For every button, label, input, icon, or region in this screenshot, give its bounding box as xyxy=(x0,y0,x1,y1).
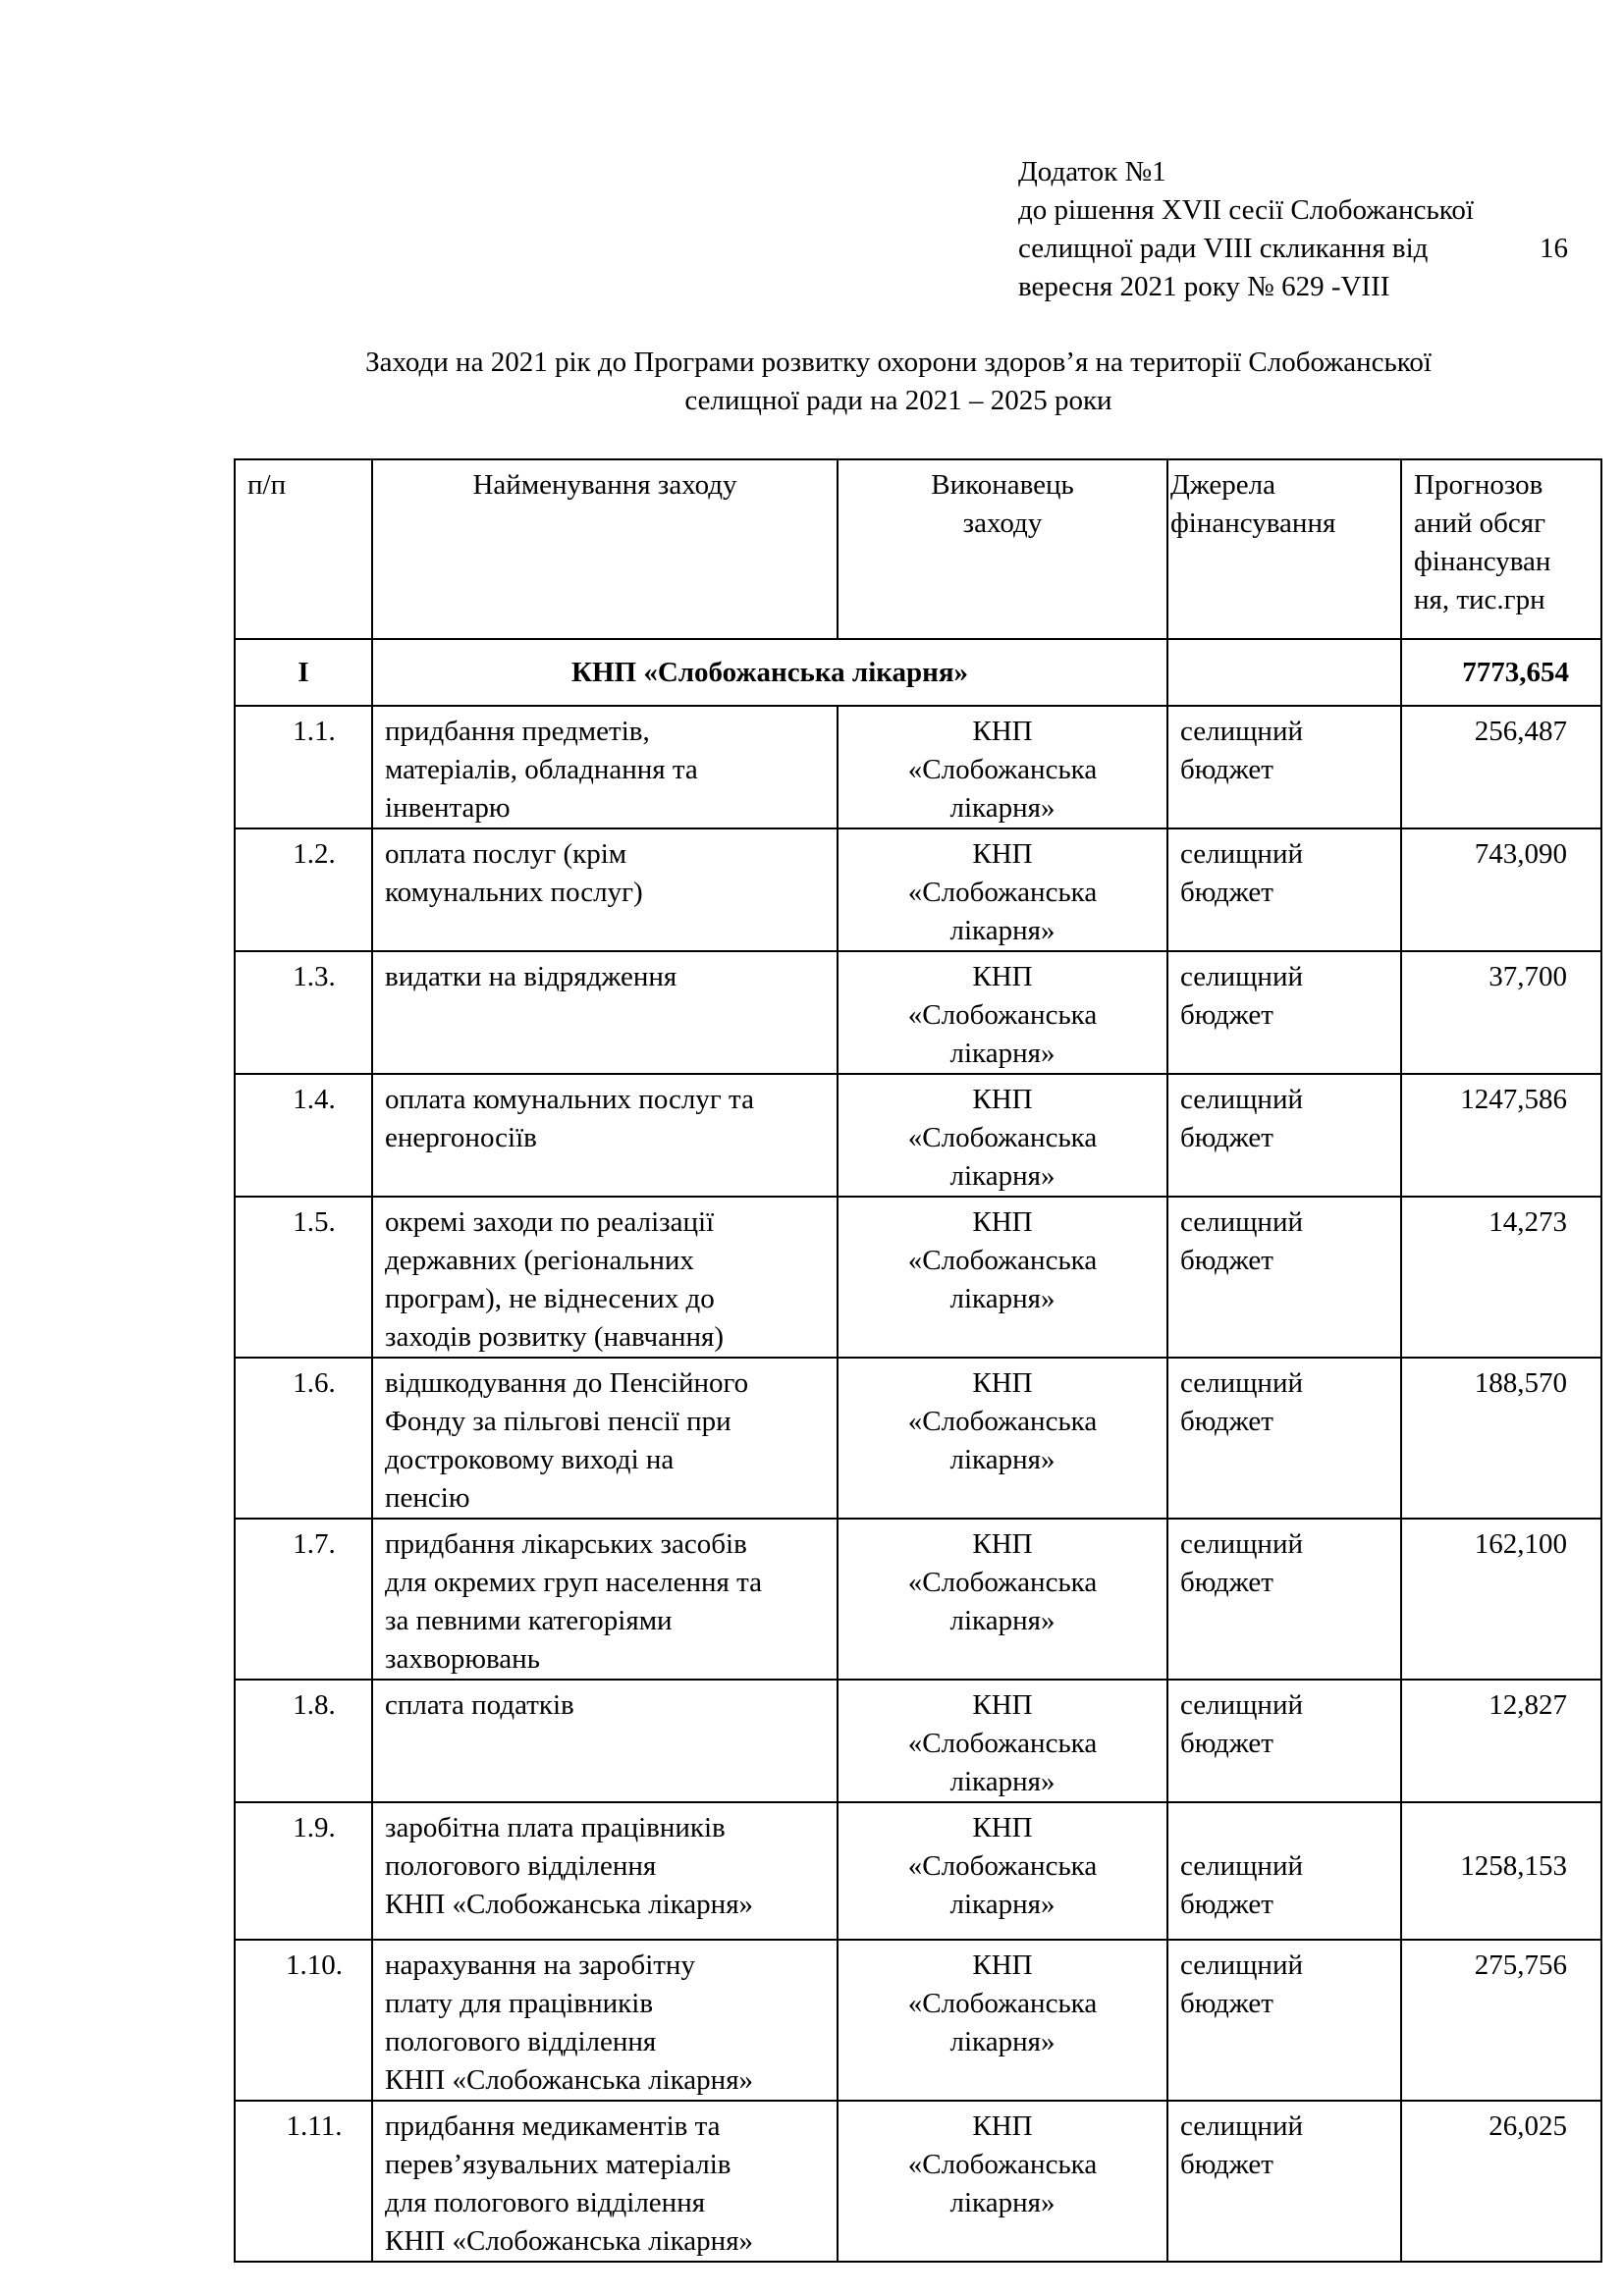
funding-source: селищний бюджет xyxy=(1167,2101,1401,2262)
funding-source: селищний бюджет xyxy=(1167,1940,1401,2101)
table-row xyxy=(235,1519,1601,1680)
forecast-amount: 26,025 xyxy=(1401,2101,1601,2262)
table-header-row xyxy=(235,459,1601,639)
row-number: 1.5. xyxy=(235,1197,372,1358)
forecast-amount: 188,570 xyxy=(1401,1358,1601,1519)
measure-name: заробітна плата працівників пологового відділення КНП «Слобожанська лікарня» xyxy=(372,1802,838,1940)
table-row xyxy=(235,2101,1601,2262)
section-title: КНП «Слобожанська лікарня» xyxy=(372,639,1167,706)
funding-source: селищний бюджет xyxy=(1167,1074,1401,1197)
table-row xyxy=(235,951,1601,1074)
funding-source: селищний бюджет xyxy=(1167,1802,1401,1940)
header-number: п/п xyxy=(235,459,372,639)
header-executor: Виконавець заходу xyxy=(838,459,1167,639)
forecast-amount: 12,827 xyxy=(1401,1680,1601,1802)
table-row xyxy=(235,1940,1601,2101)
funding-source: селищний бюджет xyxy=(1167,1519,1401,1680)
table-row xyxy=(235,1802,1601,1940)
forecast-amount: 37,700 xyxy=(1401,951,1601,1074)
forecast-amount: 743,090 xyxy=(1401,828,1601,951)
appendix-day: 16 xyxy=(1540,233,1568,264)
executor: КНП «Слобожанська лікарня» xyxy=(838,828,1167,951)
appendix-council-line xyxy=(1018,230,1568,268)
section-row xyxy=(235,639,1601,706)
executor: КНП «Слобожанська лікарня» xyxy=(838,1940,1167,2101)
row-number: 1.8. xyxy=(235,1680,372,1802)
measure-name: придбання предметів, матеріалів, обладнання та інвентарю xyxy=(372,706,838,828)
row-number: 1.9. xyxy=(235,1802,372,1940)
measure-name: придбання медикаментів та перев’язувальних матеріалів для пологового відділення КНП «Слобожанська лікарня» xyxy=(372,2101,838,2262)
header-forecast-amount: Прогнозов аний обсяг фінансуван ня, тис.грн xyxy=(1401,459,1601,639)
funding-source: селищний бюджет xyxy=(1167,828,1401,951)
forecast-amount: 275,756 xyxy=(1401,1940,1601,2101)
section-number: I xyxy=(235,639,372,706)
funding-source: селищний бюджет xyxy=(1167,1680,1401,1802)
funding-source: селищний бюджет xyxy=(1167,1197,1401,1358)
executor: КНП «Слобожанська лікарня» xyxy=(838,1680,1167,1802)
row-number: 1.7. xyxy=(235,1519,372,1680)
executor: КНП «Слобожанська лікарня» xyxy=(838,951,1167,1074)
funding-source: селищний бюджет xyxy=(1167,1358,1401,1519)
header-funding-source: Джерела фінансування xyxy=(1167,459,1401,639)
row-number: 1.10. xyxy=(235,1940,372,2101)
forecast-amount: 256,487 xyxy=(1401,706,1601,828)
appendix-number: Додаток №1 xyxy=(1018,156,1166,187)
row-number: 1.11. xyxy=(235,2101,372,2262)
table-row xyxy=(235,706,1601,828)
row-number: 1.6. xyxy=(235,1358,372,1519)
section-total-amount: 7773,654 xyxy=(1401,639,1601,706)
row-number: 1.3. xyxy=(235,951,372,1074)
table-row xyxy=(235,1074,1601,1197)
header-measure-name: Найменування заходу xyxy=(372,459,838,639)
table-row xyxy=(235,1197,1601,1358)
executor: КНП «Слобожанська лікарня» xyxy=(838,1519,1167,1680)
measure-name: видатки на відрядження xyxy=(372,951,838,1074)
executor: КНП «Слобожанська лікарня» xyxy=(838,1074,1167,1197)
funding-source: селищний бюджет xyxy=(1167,706,1401,828)
row-number: 1.4. xyxy=(235,1074,372,1197)
forecast-amount: 1258,153 xyxy=(1401,1802,1601,1940)
table-row xyxy=(235,1680,1601,1802)
table-row xyxy=(235,828,1601,951)
forecast-amount: 14,273 xyxy=(1401,1197,1601,1358)
forecast-amount: 1247,586 xyxy=(1401,1074,1601,1197)
document-title xyxy=(234,344,1563,420)
forecast-amount: 162,100 xyxy=(1401,1519,1601,1680)
measure-name: окремі заходи по реалізації державних (регіональних програм), не віднесених до заходів розвитку (навчання) xyxy=(372,1197,838,1358)
executor: КНП «Слобожанська лікарня» xyxy=(838,1197,1167,1358)
executor: КНП «Слобожанська лікарня» xyxy=(838,1358,1167,1519)
measures-table xyxy=(234,458,1602,2263)
appendix-header xyxy=(1018,153,1568,306)
measure-name: придбання лікарських засобів для окремих груп населення та за певними категоріями захворювань xyxy=(372,1519,838,1680)
appendix-council-text: селищної ради VIII скликання від xyxy=(1018,233,1429,264)
table-row xyxy=(235,1358,1601,1519)
row-number: 1.2. xyxy=(235,828,372,951)
appendix-decision-line: до рішення XVII сесії Слобожанської xyxy=(1018,194,1474,226)
appendix-date-line: вересня 2021 року № 629 -VIII xyxy=(1018,271,1390,302)
row-number: 1.1. xyxy=(235,706,372,828)
executor: КНП «Слобожанська лікарня» xyxy=(838,2101,1167,2262)
measure-name: сплата податків xyxy=(372,1680,838,1802)
executor: КНП «Слобожанська лікарня» xyxy=(838,1802,1167,1940)
measure-name: оплата комунальних послуг та енергоносіїв xyxy=(372,1074,838,1197)
measure-name: оплата послуг (крім комунальних послуг) xyxy=(372,828,838,951)
measure-name: відшкодування до Пенсійного Фонду за пільгові пенсії при достроковому виході на пенсію xyxy=(372,1358,838,1519)
funding-source: селищний бюджет xyxy=(1167,951,1401,1074)
section-empty-cell xyxy=(1167,639,1401,706)
executor: КНП «Слобожанська лікарня» xyxy=(838,706,1167,828)
measure-name: нарахування на заробітну плату для працівників пологового відділення КНП «Слобожанська лікарня» xyxy=(372,1940,838,2101)
document-title-line-2: селищної ради на 2021 – 2025 роки xyxy=(684,385,1112,416)
document-title-line-1: Заходи на 2021 рік до Програми розвитку охорони здоров’я на території Слобожанської xyxy=(365,347,1432,378)
